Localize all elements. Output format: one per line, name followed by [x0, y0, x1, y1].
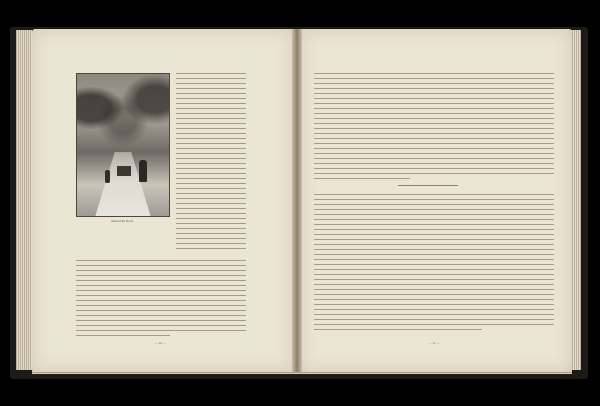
right-page-number: — 11 —: [428, 341, 441, 345]
left-page-edges: [16, 30, 32, 370]
illustration-plate: [76, 73, 170, 217]
book-gutter: [292, 29, 302, 372]
right-lower-text: [314, 192, 554, 332]
left-page-number: — 10 —: [154, 341, 167, 345]
left-body-text: [76, 258, 246, 338]
right-upper-text: [314, 71, 554, 181]
right-page-edges: [571, 30, 581, 370]
plate-trees: [77, 74, 169, 159]
plate-cart: [117, 166, 131, 176]
plate-caption: Abbend im Dorfe: [110, 219, 134, 223]
plate-woman-figure: [139, 160, 147, 182]
left-column-text: [176, 71, 246, 251]
plate-distant-figure: [105, 170, 110, 183]
section-divider: [398, 185, 458, 186]
